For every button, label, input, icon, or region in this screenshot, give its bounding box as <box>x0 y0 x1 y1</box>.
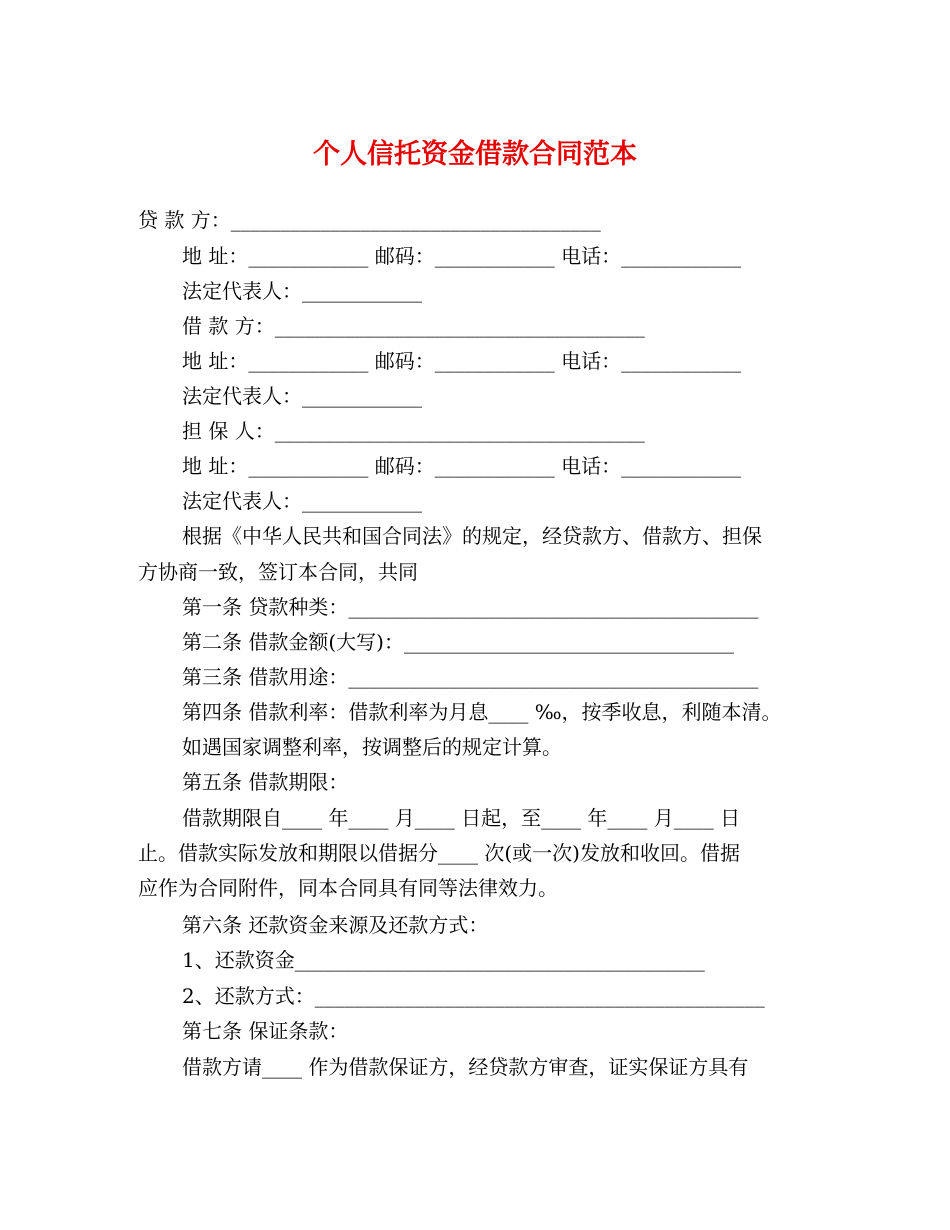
guarantor-representative-line: 法定代表人：____________ <box>182 489 422 513</box>
guarantor-address-line: 地 址：____________ 邮码：____________ 电话：____________ <box>182 454 742 478</box>
article-4-line: 第四条 借款利率：借款利率为月息____ ‰，按季收息，利随本清。 <box>182 700 782 724</box>
lender-representative-line: 法定代表人：____________ <box>182 279 422 303</box>
lender-line: 贷 款 方：_____________________________________ <box>138 208 601 232</box>
article-3-line: 第三条 借款用途：_________________________________________ <box>182 665 759 689</box>
borrower-address-line: 地 址：____________ 邮码：____________ 电话：____________ <box>182 349 742 373</box>
article-4-continuation: 如遇国家调整利率，按调整后的规定计算。 <box>182 735 562 759</box>
guarantor-line: 担 保 人：_____________________________________ <box>182 419 645 443</box>
article-2-line: 第二条 借款金额(大写)：_________________________________ <box>182 630 734 654</box>
preamble-line-1: 根据《中华人民共和国合同法》的规定，经贷款方、借款方、担保 <box>182 524 762 548</box>
article-5-term-line-3: 应作为合同附件，同本合同具有同等法律效力。 <box>138 876 558 900</box>
article-5-term-line-2: 止。借款实际发放和期限以借据分____ 次(或一次)发放和收回。借据 <box>138 841 740 865</box>
borrower-line: 借 款 方：_____________________________________ <box>182 314 645 338</box>
document-title: 个人信托资金借款合同范本 <box>313 139 637 170</box>
guarantee-clause-line: 借款方请____ 作为借款保证方，经贷款方审查，证实保证方具有 <box>182 1055 749 1079</box>
article-5-line: 第五条 借款期限： <box>182 770 349 794</box>
article-1-line: 第一条 贷款种类：_________________________________________ <box>182 595 759 619</box>
repayment-source-line: 1、还款资金_________________________________________ <box>182 948 705 972</box>
article-7-line: 第七条 保证条款： <box>182 1019 349 1043</box>
repayment-method-line: 2、还款方式：_____________________________________________ <box>182 984 765 1008</box>
article-6-line: 第六条 还款资金来源及还款方式： <box>182 913 489 937</box>
borrower-representative-line: 法定代表人：____________ <box>182 384 422 408</box>
article-5-term-line-1: 借款期限自____ 年____ 月____ 日起，至____ 年____ 月____ 日 <box>182 806 741 830</box>
preamble-line-2: 方协商一致，签订本合同，共同 <box>138 560 418 584</box>
lender-address-line: 地 址：____________ 邮码：____________ 电话：____________ <box>182 244 742 268</box>
